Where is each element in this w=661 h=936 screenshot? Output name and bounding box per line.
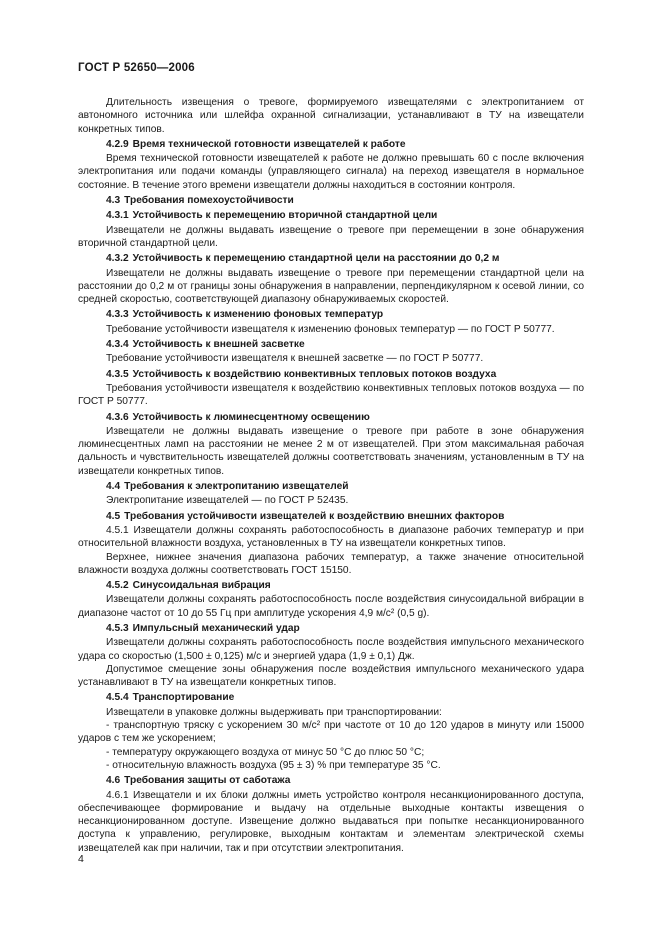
section-number: 4.5.3	[106, 622, 129, 634]
section-heading	[78, 308, 584, 321]
section-number: 4.4	[106, 481, 121, 493]
section-title: Требования помехоустойчивости	[124, 195, 294, 207]
section-number: 4.3.5	[106, 368, 129, 380]
section-heading	[78, 691, 584, 704]
section-title: Устойчивость к внешней засветке	[132, 339, 305, 351]
section-title: Требования устойчивости извещателей к воздействию внешних факторов	[124, 510, 505, 522]
section-heading	[78, 774, 584, 787]
paragraph: 4.5.1 Извещатели должны сохранять работоспособность в диапазоне рабочих температур и при относительной влажности воздуха, установленных в ТУ на извещатели конкретных типов.	[78, 524, 584, 550]
paragraph: Извещатели должны сохранять работоспособность после воздействия синусоидальной вибрации в диапазоне частот от 10 до 55 Гц при амплитуде ускорения 4,9 м/с² (0,5 g).	[78, 594, 584, 619]
paragraph: Время технической готовности извещателей к работе не должно превышать 60 с после включения электропитания или подачи команды (управляющего сигнала) на переход извещателя в нормальное состояние. В течение этого времени извещатели должны находиться в состоянии контроля.	[78, 153, 584, 191]
section-number: 4.5.2	[106, 580, 129, 592]
section-number: 4.5.4	[106, 692, 129, 704]
section-number: 4.3.1	[106, 210, 129, 222]
paragraph: Извещатели в упаковке должны выдерживать при транспортировании:	[106, 706, 442, 718]
section-number: 4.6	[106, 775, 121, 787]
section-heading	[78, 622, 584, 635]
paragraph: 4.6.1 Извещатели и их блоки должны иметь устройство контроля несанкционированного доступа, обеспечивающее формирование и выдачу на отдельные выходные контакты извещения о несанкционированном доступе. Извещение должно выдаваться при попытке несанкционированного доступа к управлению, регулировке, выходным контактам и элементам электрической схемы извещателей как при наличии, так и при отсутствии электропитания.	[78, 789, 584, 854]
paragraph: Извещатели не должны выдавать извещение о тревоге при перемещении стандартной цели на расстоянии до 0,2 м от границы зоны обнаружения в направлении, перпендикулярном к осевой линии, со средней скоростью, соответствующей диапазону обнаруживаемых скоростей.	[78, 267, 584, 306]
paragraph: Допустимое смещение зоны обнаружения после воздействия импульсного механического удара устанавливают в ТУ на извещатели конкретных типов.	[78, 663, 584, 689]
paragraph: Электропитание извещателей — по ГОСТ Р 52435.	[106, 495, 349, 507]
paragraph: Длительность извещения о тревоге, формируемого извещателями с электропитанием от автономного источника или шлейфа охранной сигнализации, устанавливают в ТУ на извещатели конкретных типов.	[78, 97, 584, 135]
section-number: 4.5	[106, 510, 121, 522]
paragraph: Требования устойчивости извещателя к воздействию конвективных тепловых потоков воздуха — по ГОСТ Р 50777.	[78, 382, 584, 408]
list-item: - температуру окружающего воздуха от минус 50 °С до плюс 50 °С;	[106, 746, 425, 758]
document-body	[78, 96, 584, 855]
section-number: 4.3.3	[106, 309, 129, 321]
section-heading	[78, 138, 584, 151]
section-number: 4.3.6	[106, 411, 129, 423]
section-heading	[78, 209, 584, 222]
section-title: Транспортирование	[132, 692, 235, 704]
section-heading	[78, 368, 584, 381]
section-number: 4.3.4	[106, 339, 129, 351]
standard-header: ГОСТ Р 52650—2006	[78, 62, 195, 74]
section-title: Требования защиты от саботажа	[124, 775, 291, 787]
page-number: 4	[78, 853, 84, 865]
section-number: 4.3	[106, 195, 121, 207]
section-title: Время технической готовности извещателей к работе	[132, 138, 406, 150]
section-heading	[78, 338, 584, 351]
section-title: Синусоидальная вибрация	[132, 580, 271, 592]
section-title: Устойчивость к воздействию конвективных тепловых потоков воздуха	[132, 368, 497, 380]
paragraph: Требование устойчивости извещателя к изменению фоновых температур — по ГОСТ Р 50777.	[106, 323, 555, 335]
section-heading	[78, 411, 584, 424]
paragraph: Извещатели должны сохранять работоспособность после воздействия импульсного механического удара со скоростью (1,500 ± 0,125) м/с и энергией удара (1,9 ± 0,1) Дж.	[78, 637, 584, 662]
section-title: Устойчивость к изменению фоновых температур	[132, 309, 384, 321]
section-title: Требования к электропитанию извещателей	[124, 481, 349, 493]
paragraph: Извещатели не должны выдавать извещение о тревоге при перемещении в зоне обнаружения вторичной стандартной цели.	[78, 224, 584, 249]
section-number: 4.3.2	[106, 253, 129, 265]
section-title: Устойчивость к перемещению вторичной стандартной цели	[132, 210, 438, 222]
section-title: Импульсный механический удар	[132, 622, 300, 634]
section-heading	[78, 480, 584, 493]
list-item: - транспортную тряску с ускорением 30 м/с² при частоте от 10 до 120 ударов в минуту или 15000 ударов с тем же ускорением;	[78, 720, 584, 745]
list-item: - относительную влажность воздуха (95 ± 3) % при температуре 35 °С.	[106, 759, 441, 771]
section-heading	[78, 510, 584, 523]
paragraph: Требование устойчивости извещателя к внешней засветке — по ГОСТ Р 50777.	[106, 353, 484, 365]
section-title: Устойчивость к люминесцентному освещению	[132, 411, 370, 423]
section-heading	[78, 194, 584, 207]
section-heading	[78, 579, 584, 592]
paragraph: Верхнее, нижнее значения диапазона рабочих температур, а также значение относительной влажности воздуха должны соответствовать ГОСТ 15150.	[78, 551, 584, 576]
section-heading	[78, 252, 584, 265]
section-number: 4.2.9	[106, 138, 129, 150]
paragraph: Извещатели не должны выдавать извещение о тревоге при работе в зоне обнаружения люминесцентных ламп на расстоянии не менее 2 м от извещателей. При этом максимальная рабочая дальность и чувствительность извещателей должны соответствовать значениям, установленным в ТУ на извещатели конкретных типов.	[78, 425, 584, 477]
section-title: Устойчивость к перемещению стандартной цели на расстоянии до 0,2 м	[132, 253, 500, 265]
